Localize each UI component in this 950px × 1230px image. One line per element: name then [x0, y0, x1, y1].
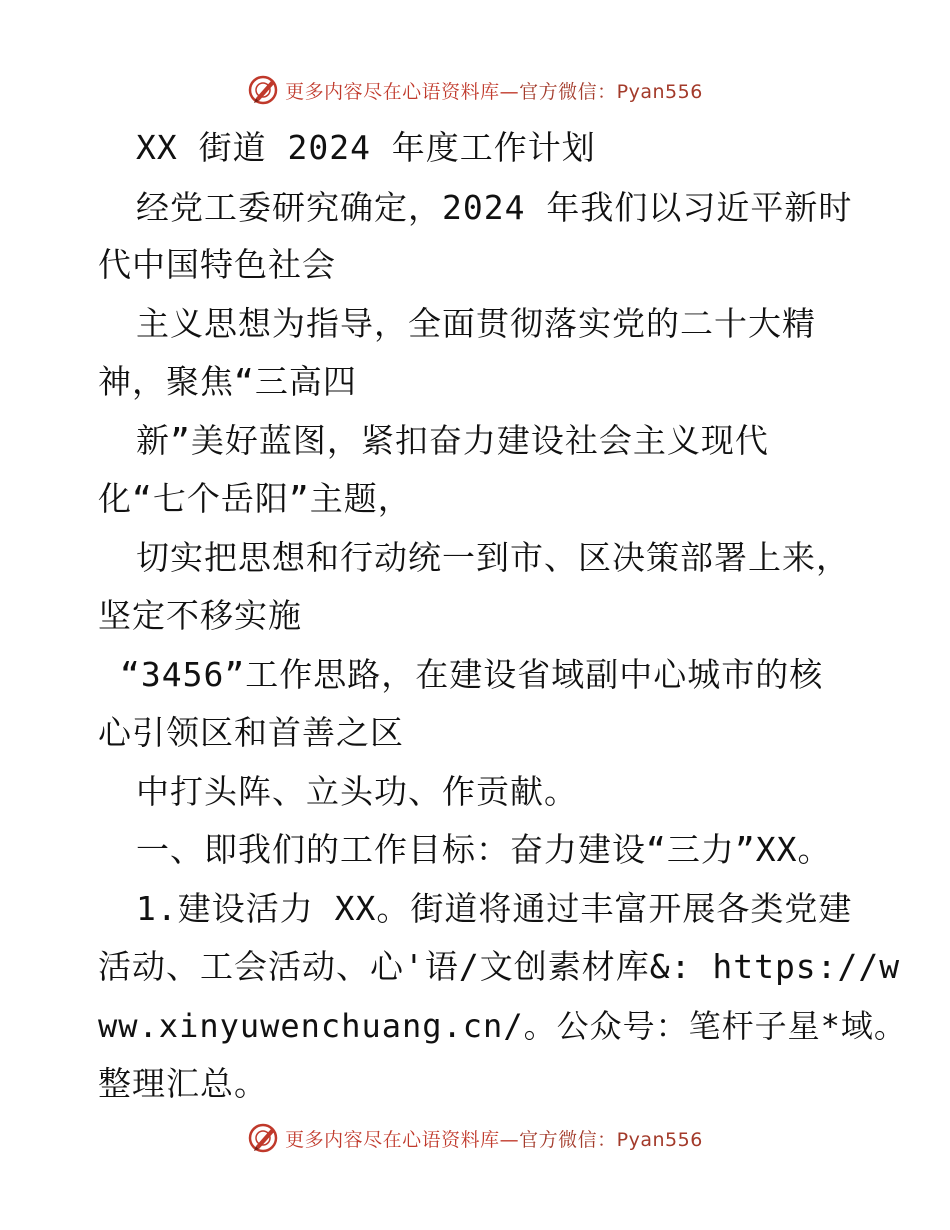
banner-promo-text: 更多内容尽在心语资料库—	[285, 80, 520, 103]
paragraph-line: “3456”工作思路，在建设省域副中心城市的核	[120, 655, 824, 694]
banner-inner	[247, 74, 703, 106]
paragraph-line: 化“七个岳阳”主题，	[98, 479, 412, 518]
paragraph-line: 1.建设活力 XX。街道将通过丰富开展各类党建	[136, 889, 853, 928]
banner-text	[285, 77, 703, 104]
pen-logo-icon	[247, 1122, 279, 1154]
paragraph-line: 整理汇总。	[98, 1064, 268, 1103]
header-banner	[0, 70, 950, 110]
paragraph-line: 主义思想为指导，全面贯彻落实党的二十大精	[136, 304, 816, 343]
banner-promo-text: 更多内容尽在心语资料库—	[285, 1128, 520, 1151]
footer-banner	[0, 1118, 950, 1158]
paragraph-line: 神，聚焦“三高四	[98, 362, 357, 401]
paragraph-line: 代中国特色社会	[98, 245, 336, 284]
banner-text	[285, 1125, 703, 1152]
paragraph-line: 切实把思想和行动统一到市、区决策部署上来，	[136, 538, 850, 577]
paragraph-line: 坚定不移实施	[98, 596, 302, 635]
banner-wechat-text: 官方微信：Pyan556	[519, 1128, 703, 1151]
banner-inner	[247, 1122, 703, 1154]
pen-logo-icon	[247, 74, 279, 106]
paragraph-line: 活动、工会活动、心'语/文创素材库&: https://w	[98, 947, 901, 986]
paragraph-line: ww.xinyuwenchuang.cn/。公众号：笔杆子星*域。	[98, 1007, 907, 1045]
paragraph-line: 心引领区和首善之区	[98, 713, 404, 752]
paragraph-line: 新”美好蓝图，紧扣奋力建设社会主义现代	[136, 421, 769, 460]
banner-wechat-text: 官方微信：Pyan556	[519, 80, 703, 103]
document-title: XX 街道 2024 年度工作计划	[136, 128, 596, 167]
paragraph-line: 经党工委研究确定，2024 年我们以习近平新时	[136, 188, 853, 227]
paragraph-line: 中打头阵、立头功、作贡献。	[136, 772, 578, 811]
section-heading: 一、即我们的工作目标：奋力建设“三力”XX。	[136, 830, 832, 869]
